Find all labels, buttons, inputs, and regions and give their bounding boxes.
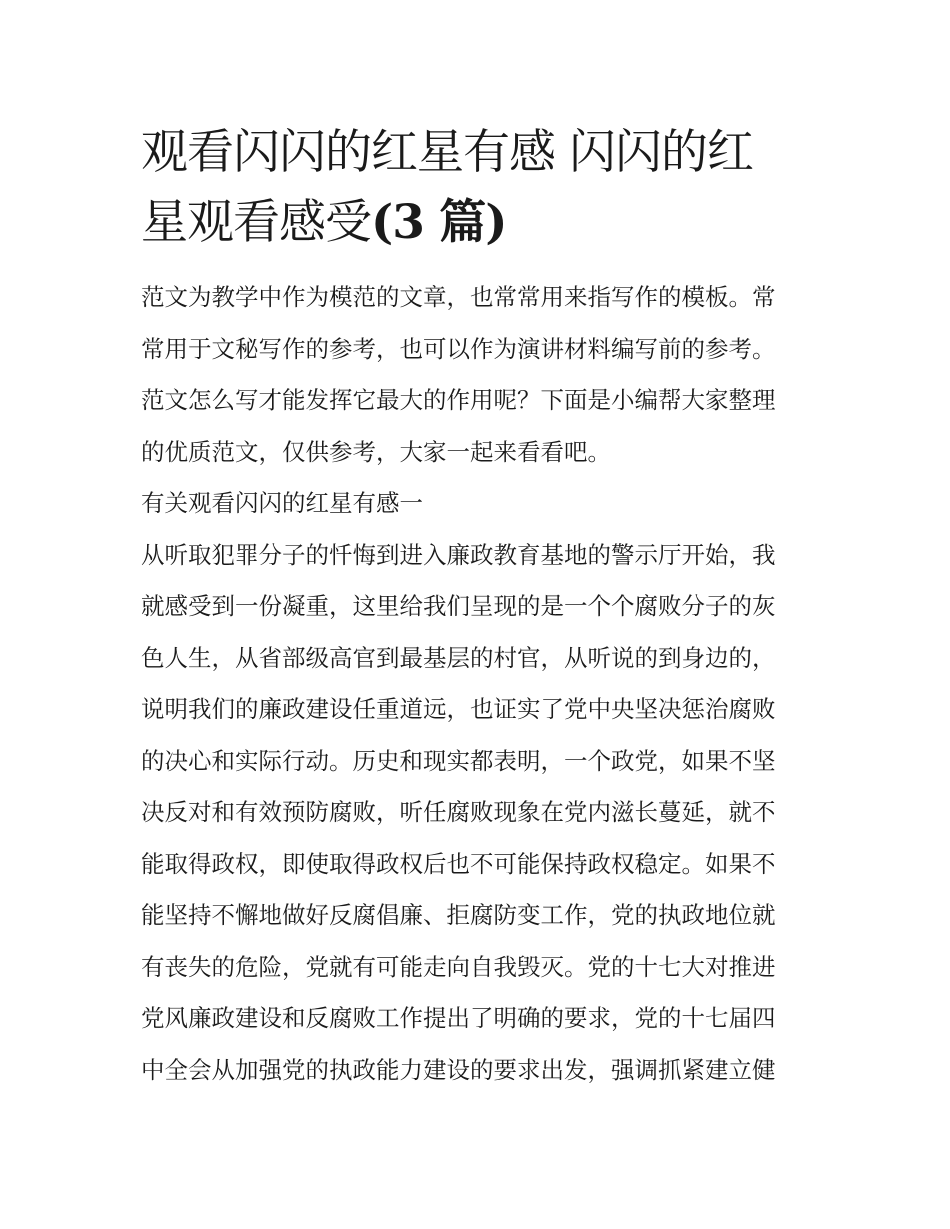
- body-line: 有丧失的危险，党就有可能走向自我毁灭。党的十七大对推进: [141, 952, 776, 981]
- title-line-1: 观看闪闪的红星有感 闪闪的红: [141, 125, 753, 180]
- document-page: [141, 118, 813, 1096]
- body-line: 从听取犯罪分子的忏悔到进入廉政教育基地的警示厅开始，我: [141, 540, 776, 569]
- body-line: 能取得政权，即使取得政权后也不可能保持政权稳定。如果不: [141, 849, 776, 878]
- intro-line: 常用于文秘写作的参考，也可以作为演讲材料编写前的参考。: [141, 334, 776, 363]
- body-line: 党风廉政建设和反腐败工作提出了明确的要求，党的十七届四: [141, 1004, 776, 1032]
- intro-paragraph: [141, 272, 813, 478]
- body-line: 中全会从加强党的执政能力建设的要求出发，强调抓紧建立健: [141, 1055, 776, 1084]
- body-line: 色人生，从省部级高官到最基层的村官，从听说的到身边的，: [141, 643, 776, 672]
- body-line: 决反对和有效预防腐败，听任腐败现象在党内滋长蔓延，就不: [141, 798, 776, 826]
- section-heading: [141, 478, 813, 530]
- body-line: 的决心和实际行动。历史和现实都表明，一个政党，如果不坚: [141, 746, 776, 775]
- intro-line: 的优质范文，仅供参考，大家一起来看看吧。: [141, 437, 611, 466]
- title-line-2: [141, 188, 813, 258]
- intro-line: 范文怎么写才能发挥它最大的作用呢？下面是小编帮大家整理: [141, 386, 776, 414]
- title-line-2-text: 星观看感受: [141, 195, 371, 250]
- intro-line: 范文为教学中作为模范的文章，也常常用来指写作的模板。常: [141, 283, 776, 311]
- section-heading-text: 有关观看闪闪的红星有感一: [141, 489, 423, 517]
- title-count: (3 篇): [371, 195, 507, 250]
- body-line: 就感受到一份凝重，这里给我们呈现的是一个个腐败分子的灰: [141, 592, 776, 620]
- body-paragraph: [141, 530, 813, 1097]
- document-title: [141, 118, 813, 258]
- body-line: 说明我们的廉政建设任重道远，也证实了党中央坚决惩治腐败: [141, 695, 776, 723]
- body-line: 能坚持不懈地做好反腐倡廉、拒腐防变工作，党的执政地位就: [141, 901, 776, 929]
